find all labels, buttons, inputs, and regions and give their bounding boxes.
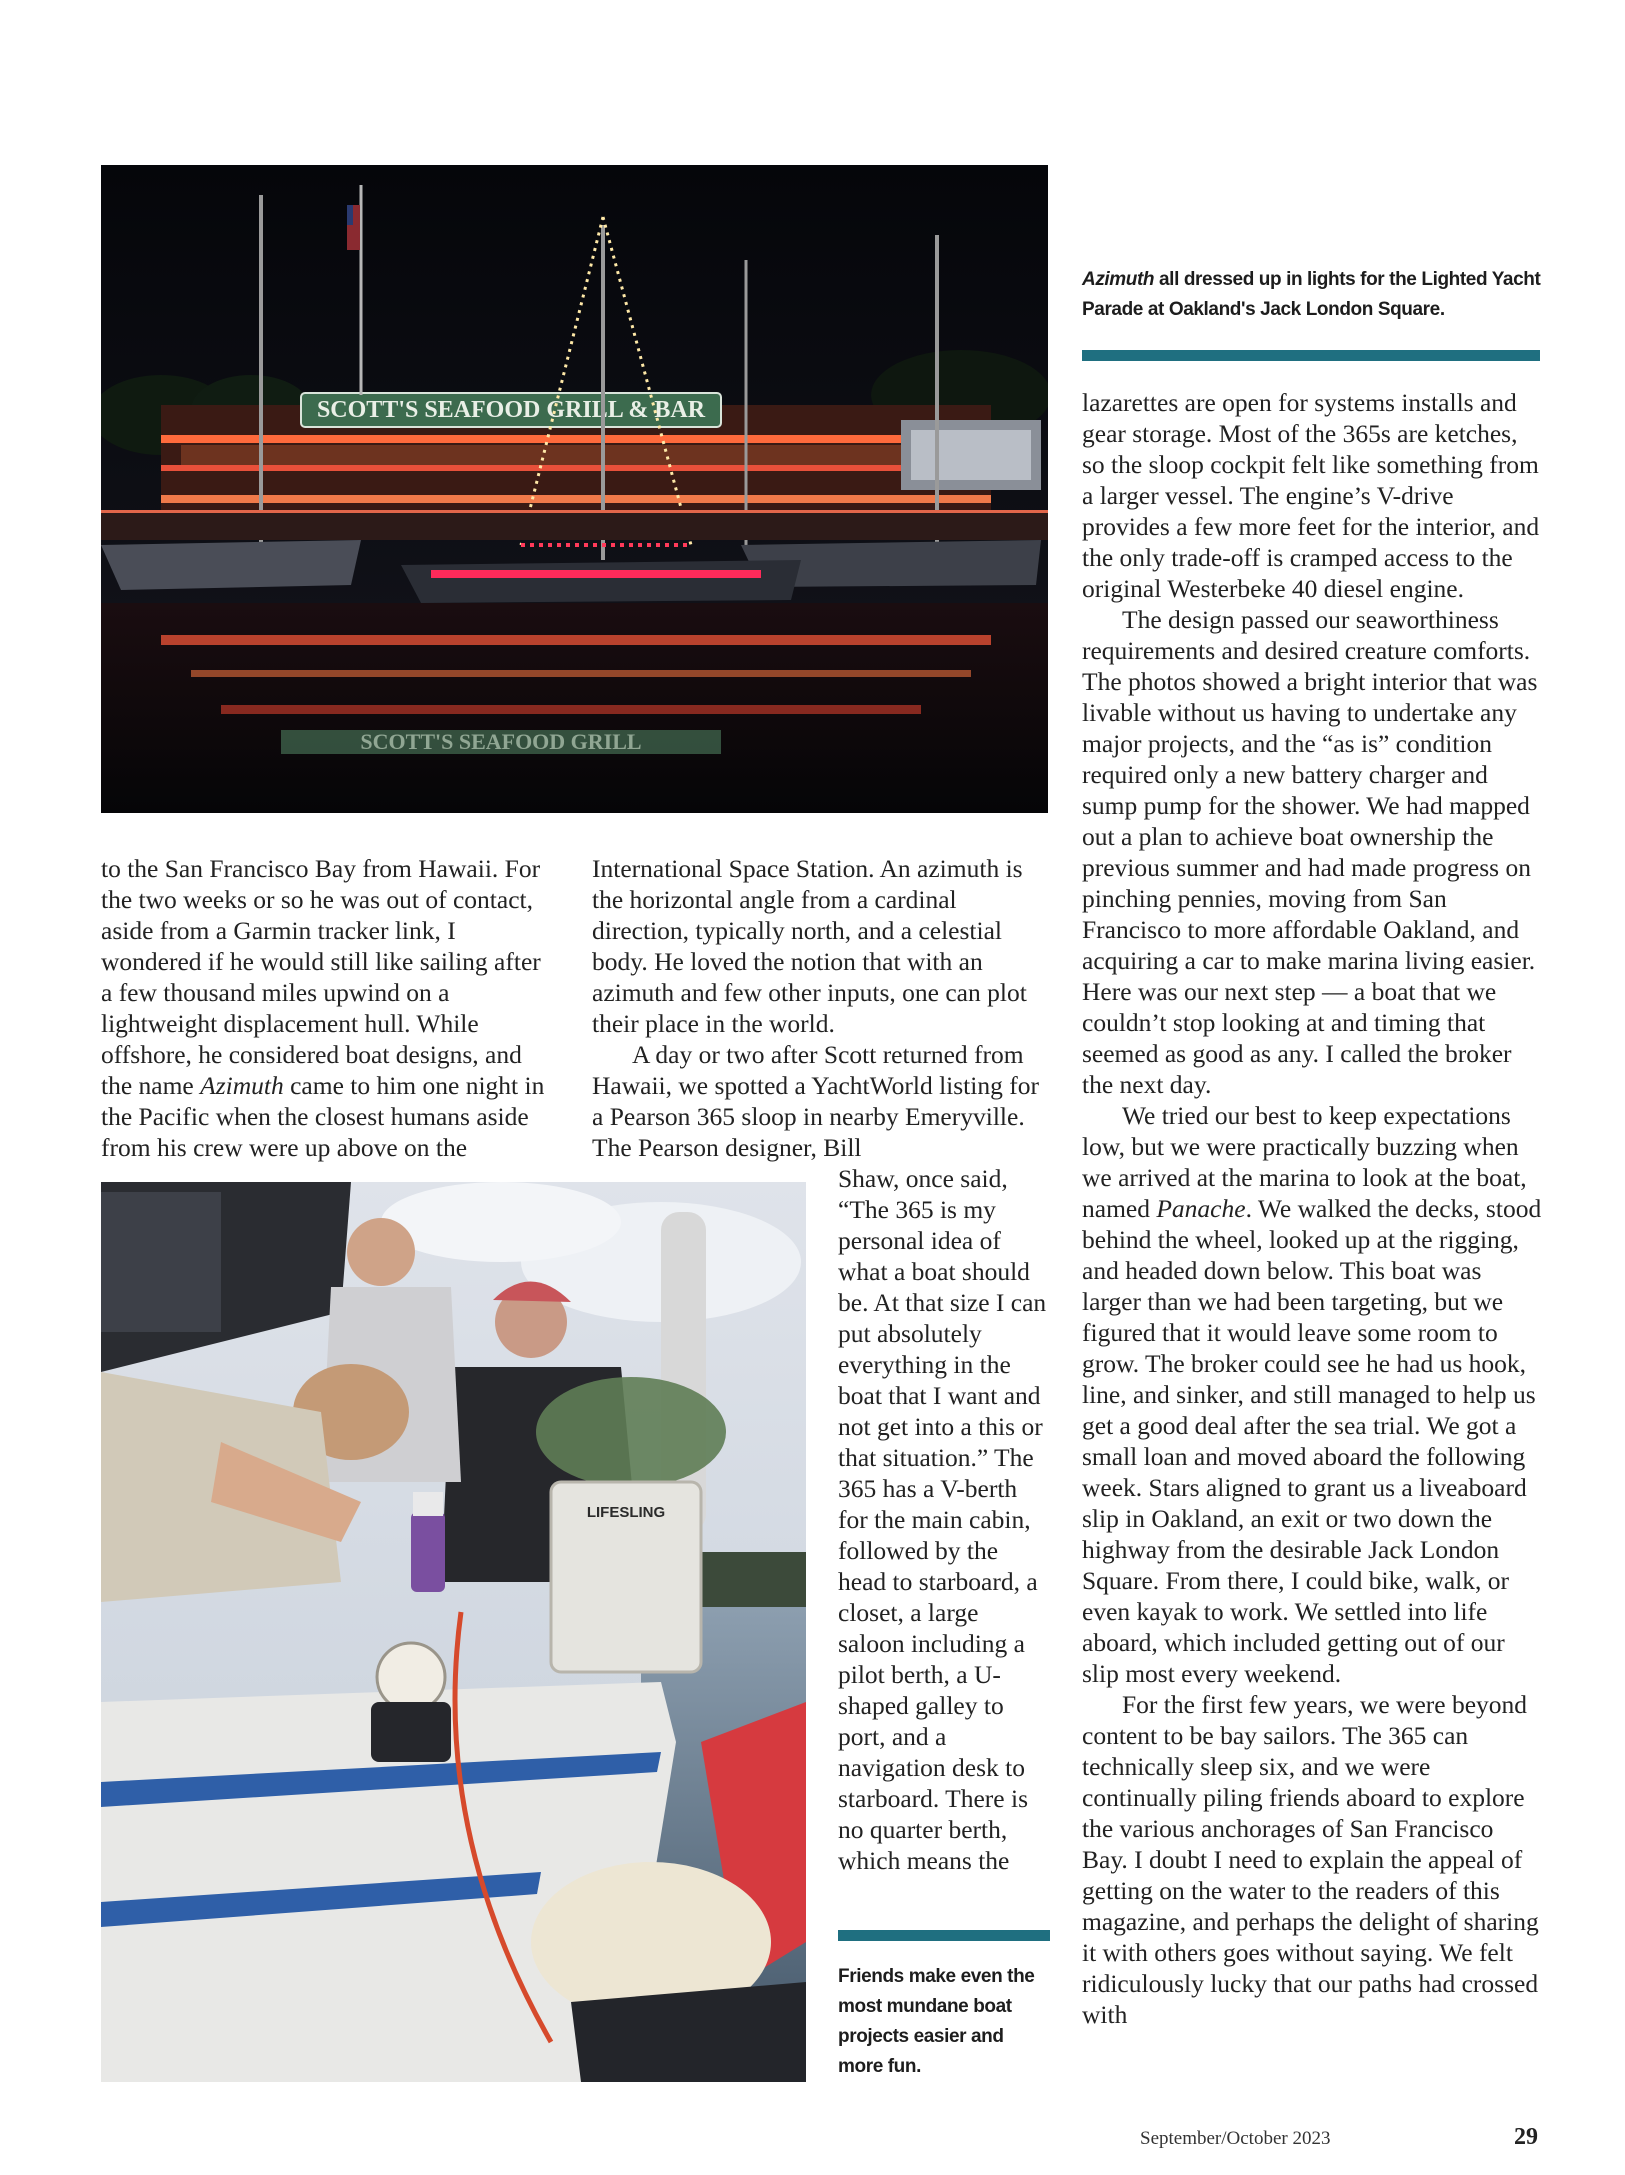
article-column-2-continued	[838, 1163, 1050, 1876]
col3-boat-name: Panache	[1156, 1194, 1246, 1223]
article-column-2	[592, 853, 1047, 1163]
col1-text-a: to the San Francisco Bay from Hawaii. For the two weeks or so he was out of contact, aside from a Garmin tracker link, I wondered if he would still like sailing after a few thousand miles upwind on a lightweight displacement hull. While offshore, he considered boat designs, and the name	[101, 854, 541, 1100]
lifesling-label: LIFESLING	[586, 1504, 666, 1521]
col3-paragraph-4: For the first few years, we were beyond content to be bay sailors. The 365 can technically sleep six, and we were continually piling friends aboard to explore the various anchorages of San Francisco Bay. I doubt I need to explain the appeal of getting on the water to the readers of this magazine, and perhaps the delight of sharing it with others goes without saying. We felt ridiculously lucky that our paths had crossed with	[1082, 1690, 1539, 2029]
caption-bottom-rule	[838, 1930, 1050, 1941]
col3-paragraph-2: The design passed our seaworthiness requirements and desired creature comforts. The photos showed a bright interior that was livable without us having to undertake any major projects, and the “as is” condition required only a new battery charger and sump pump for the shower. We had mapped out a plan to achieve boat ownership the previous summer and had made progress on pinching pennies, moving from San Francisco to more affordable Oakland, and acquiring a car to make marina living easier. Here was our next step — a boat that we couldn’t stop looking at and timing that seemed as good as any. I called the broker the next day.	[1082, 605, 1538, 1099]
col2-paragraph-2: A day or two after Scott returned from Hawaii, we spotted a YachtWorld listing for a Pearson 365 sloop in nearby Emeryville. The Pearson designer, Bill	[592, 1040, 1039, 1162]
col3-p3-text-b: . We walked the decks, stood behind the wheel, looked up at the rigging, and headed down below. This boat was larger than we had been targeting, but we figured that it would leave some room to grow. The broker could see he had us hook, line, and sinker, and still managed to help us get a good deal after the sea trial. We got a small loan and moved aboard the following week. Stars aligned to grant us a liveaboard slip in Oakland, an exit or two down the highway from the desirable Jack London Square. From there, I could bike, walk, or even kayak to work. We settled into life aboard, which included getting out of our slip most every weekend.	[1082, 1194, 1542, 1688]
col2-paragraph-1: International Space Station. An azimuth is the horizontal angle from a cardinal direction, typically north, and a celestial body. He loved the notion that with an azimuth and few other inputs, one can plot their place in the world.	[592, 854, 1027, 1038]
reflection-sign-text: SCOTT'S SEAFOOD GRILL	[360, 729, 642, 754]
footer-publication-date: September/October 2023	[1140, 2128, 1331, 2149]
caption-top	[1082, 265, 1552, 325]
photo-friends-boat-project	[101, 1182, 806, 2082]
caption-top-rule	[1082, 350, 1540, 361]
photo-lighted-yacht-parade	[101, 165, 1048, 813]
caption-top-text: all dressed up in lights for the Lighted Yacht Parade at Oakland's Jack London Square.	[1082, 269, 1541, 320]
caption-bottom: Friends make even the most mundane boat projects easier and more fun.	[838, 1966, 1035, 2077]
article-column-3	[1082, 387, 1542, 2030]
article-column-1	[101, 853, 551, 1163]
col1-text-b: came to him one night in the Pacific when the closest humans aside from his crew were up above on the	[101, 1071, 545, 1162]
footer-page-number: 29	[1514, 2124, 1538, 2150]
col2b-paragraph: Shaw, once said, “The 365 is my personal idea of what a boat should be. At that size I can put absolutely everything in the boat that I want and not get into a this or that situation.” The 365 has a V-berth for the main cabin, followed by the head to starboard, a closet, a large saloon including a pilot berth, a U-shaped galley to port, and a navigation desk to starboard. There is no quarter berth, which means the	[838, 1164, 1047, 1875]
restaurant-sign-text: SCOTT'S SEAFOOD GRILL & BAR	[316, 397, 706, 423]
col3-p3-text-a: We tried our best to keep expectations low, but we were practically buzzing when we arrived at the marina to look at the boat, named	[1082, 1101, 1527, 1223]
col3-paragraph-1: lazarettes are open for systems installs and gear storage. Most of the 365s are ketches, so the sloop cockpit felt like something from a larger vessel. The engine’s V-drive provides a few more feet for the interior, and the only trade-off is cramped access to the original Westerbeke 40 diesel engine.	[1082, 388, 1540, 603]
col3-paragraph-3	[1082, 1100, 1542, 1689]
caption-top-boat-name: Azimuth	[1082, 269, 1155, 290]
col1-boat-name: Azimuth	[200, 1071, 284, 1100]
col1-paragraph-1	[101, 853, 551, 1163]
